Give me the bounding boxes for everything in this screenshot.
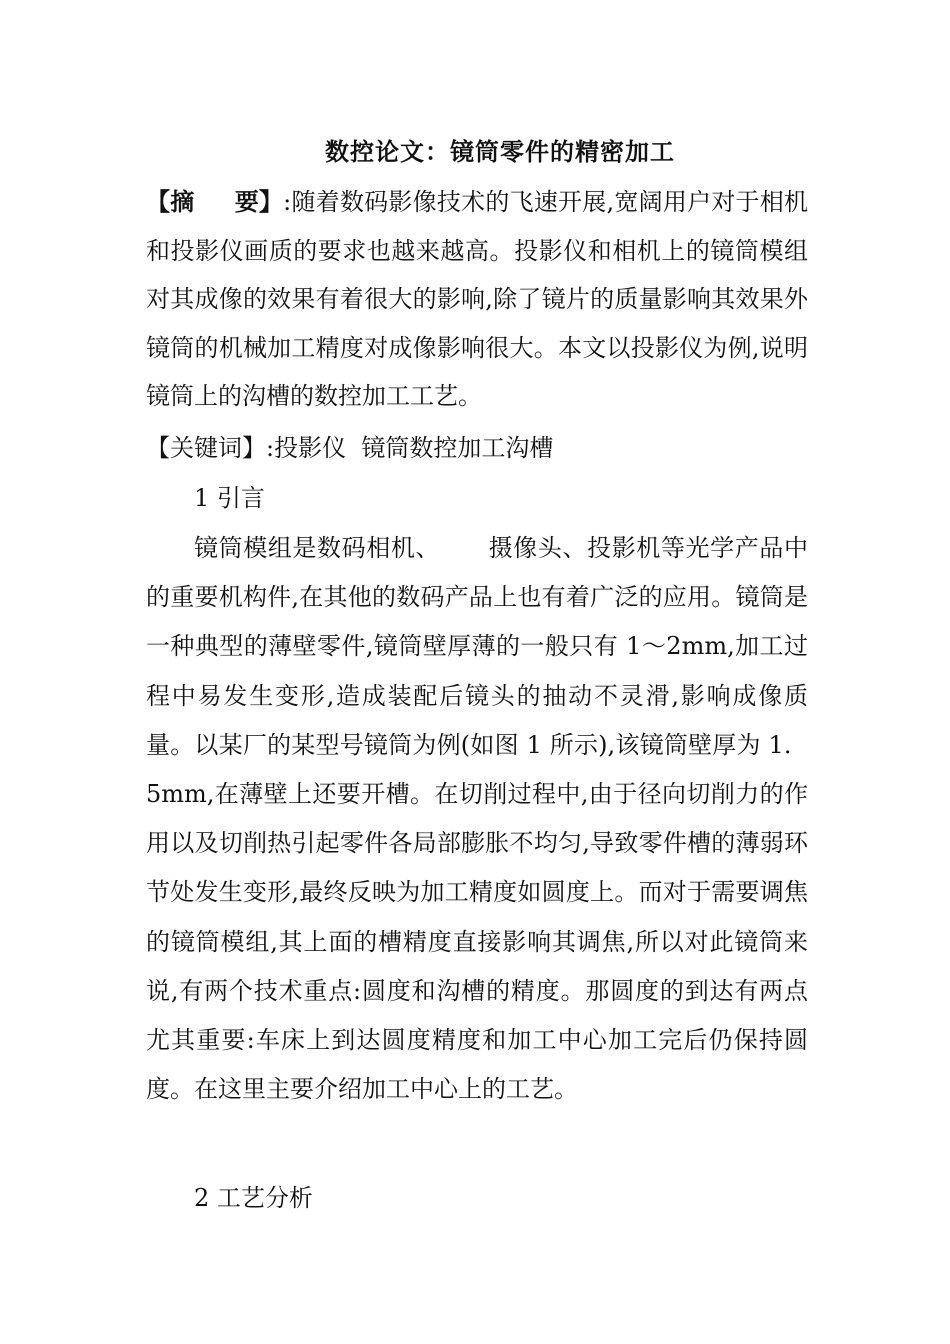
abstract-label-close: 要】 — [234, 187, 284, 216]
introduction-paragraph — [146, 524, 808, 1114]
section-heading-process-analysis: 2 工艺分析 — [194, 1184, 313, 1212]
keywords-paragraph — [146, 424, 808, 473]
section-heading-introduction: 1 引言 — [194, 484, 265, 512]
keywords-text: :投影仪 镜筒数控加工沟槽 — [266, 434, 554, 462]
abstract-paragraph — [146, 178, 808, 421]
introduction-text-part1: 镜筒模组是数码相机、 — [194, 534, 441, 562]
abstract-text: :随着数码影像技术的飞速开展,宽阔用户对于相机和投影仪画质的要求也越来越高。投影仪和相机上的镜筒模组对其成像的效果有着很大的影响,除了镜片的质量影响其效果外镜筒的机械加工精度对成像影响很大。本文以投影仪为例,说明镜筒上的沟槽的数控加工工艺。 — [146, 188, 809, 410]
page-title: 数控论文：镜筒零件的精密加工 — [325, 137, 675, 166]
abstract-label-open: 【摘 — [146, 187, 195, 216]
introduction-text-part2: 摄像头、投影机等光学产品中的重要机构件,在其他的数码产品上也有着广泛的应用。镜筒是一种典型的薄壁零件,镜筒壁厚薄的一般只有 1～2mm,加工过程中易发生变形,造成装配后镜头的抽动不灵滑,影响成像质量。以某厂的某型号镜筒为例(如图 1 所示),该镜筒壁厚为 1．5mm,在薄壁上还要开槽。在切削过程中,由于径向切削力的作用以及切削热引起零件各局部膨胀不均匀,导致零件槽的薄弱环节处发生变形,最终反映为加工精度如圆度上。而对于需要调焦的镜筒模组,其上面的槽精度直接影响其调焦,所以对此镜筒来说,有两个技术重点:圆度和沟槽的精度。那圆度的到达有两点尤其重要:车床上到达圆度精度和加工中心加工完后仍保持圆度。在这里主要介绍加工中心上的工艺。 — [146, 534, 809, 1104]
keywords-label: 【关键词】 — [146, 434, 266, 462]
